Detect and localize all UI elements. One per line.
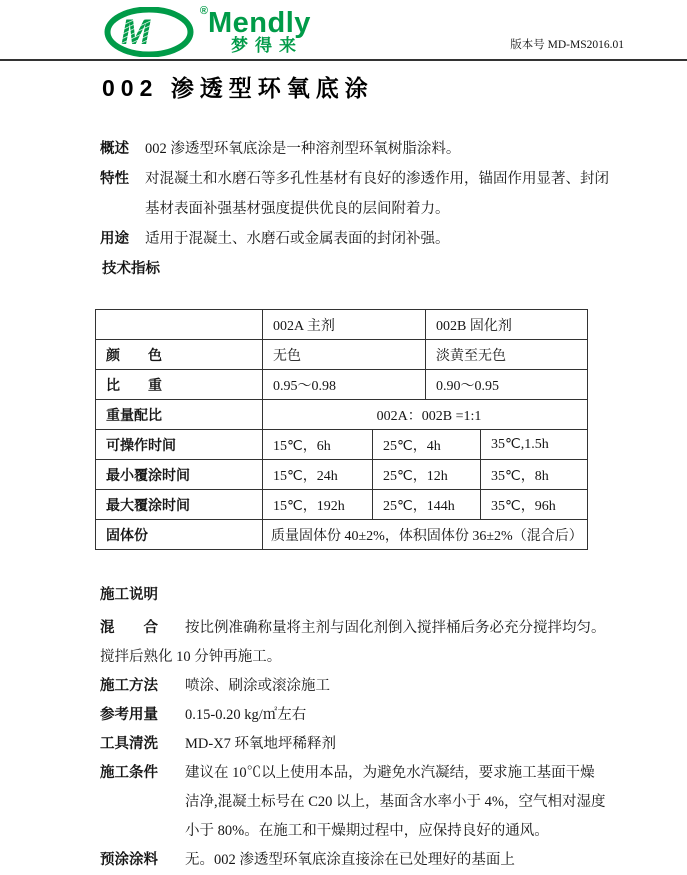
- coverage-label: 参考用量: [100, 707, 158, 723]
- table-row-color: [96, 340, 588, 370]
- construction-heading: 施工说明: [100, 587, 158, 603]
- overview-paragraph: [100, 134, 627, 164]
- usage-paragraph: [100, 224, 627, 254]
- table-cell: 0.95～0.98: [263, 370, 426, 400]
- table-cell: 颜 色: [96, 340, 263, 370]
- version-number: 版本号 MD-MS2016.01: [510, 39, 624, 51]
- table-cell: 35℃，8h: [481, 460, 588, 490]
- precoat-text: 无。002 渗透型环氧底涂直接涂在已处理好的基面上: [185, 852, 515, 868]
- coverage-text: 0.15-0.20 kg/㎡左右: [185, 707, 307, 723]
- brand-name: Mendly: [208, 7, 311, 39]
- features-text: 对混凝土和水磨石等多孔性基材有良好的渗透作用，锚固作用显著、封闭 基材表面补强基材强度提供优良的层间附着力。: [145, 171, 609, 217]
- conditions-text: 建议在 10℃以上使用本品，为避免水汽凝结，要求施工基面干燥 洁净,混凝土标号在 C20 以上，基面含水率小于 4%，空气相对湿度 小于 80%。在施工和干燥期过程中，应保持良好的通风。: [185, 765, 606, 839]
- coverage-paragraph: [100, 701, 627, 730]
- tool-cleaning-paragraph: [100, 730, 627, 759]
- mixing-label: 混 合: [100, 620, 158, 636]
- table-row-max-recoat: [96, 490, 588, 520]
- registered-trademark-icon: ®: [199, 5, 208, 17]
- table-cell: 最小覆涂时间: [96, 460, 263, 490]
- table-cell: 淡黄至无色: [426, 340, 588, 370]
- tech-spec-heading: 技术指标: [102, 261, 160, 277]
- table-cell: 002A 主剂: [263, 310, 426, 340]
- construction-section: [100, 581, 627, 875]
- table-row-pot-life: [96, 430, 588, 460]
- page-header: [0, 0, 687, 61]
- conditions-paragraph: [100, 759, 627, 846]
- page-title: 002 渗透型环氧底涂: [102, 75, 374, 101]
- overview-label: 概述: [100, 141, 129, 157]
- mixing-paragraph: [100, 614, 627, 643]
- usage-label: 用途: [100, 231, 129, 247]
- table-cell: [96, 310, 263, 340]
- precoat-paragraph: [100, 846, 627, 875]
- mixing-text-line1: 按比例准确称量将主剂与固化剂倒入搅拌桶后务必充分搅拌均匀。: [185, 620, 606, 636]
- usage-text: 适用于混凝土、水磨石或金属表面的封闭补强。: [145, 231, 450, 247]
- overview-text: 002 渗透型环氧底涂是一种溶剂型环氧树脂涂料。: [145, 141, 461, 157]
- table-cell: 固体份: [96, 520, 263, 550]
- svg-text:M: M: [121, 13, 151, 52]
- brand-name-chinese: 梦得来: [231, 36, 303, 55]
- table-cell: 0.90～0.95: [426, 370, 588, 400]
- table-cell: 可操作时间: [96, 430, 263, 460]
- table-cell: 15℃，24h: [263, 460, 373, 490]
- precoat-label: 预涂涂料: [100, 852, 158, 868]
- table-row-mix-ratio: [96, 400, 588, 430]
- brand-wordmark: [208, 7, 311, 55]
- table-row-header: [96, 310, 588, 340]
- table-row-solids: [96, 520, 588, 550]
- brand-logo: [104, 7, 311, 57]
- table-cell: 最大覆涂时间: [96, 490, 263, 520]
- table-cell: 比 重: [96, 370, 263, 400]
- table-cell: 25℃，144h: [373, 490, 481, 520]
- table-cell: 25℃，12h: [373, 460, 481, 490]
- table-cell: 25℃，4h: [373, 430, 481, 460]
- table-cell: 质量固体份 40±2%，体积固体份 36±2%（混合后）: [263, 520, 588, 550]
- table-cell: 35℃，96h: [481, 490, 588, 520]
- features-label: 特性: [100, 171, 129, 187]
- intro-section: [100, 134, 627, 284]
- table-cell: 重量配比: [96, 400, 263, 430]
- spec-table: [95, 309, 588, 550]
- features-paragraph: [100, 164, 627, 224]
- mendly-logo-icon: [104, 5, 208, 57]
- method-paragraph: [100, 672, 627, 701]
- table-cell: 002A：002B =1:1: [263, 400, 588, 430]
- tool-cleaning-label: 工具清洗: [100, 736, 158, 752]
- table-cell: 无色: [263, 340, 426, 370]
- method-text: 喷涂、刷涂或滚涂施工: [185, 678, 330, 694]
- table-cell: 002B 固化剂: [426, 310, 588, 340]
- table-cell: 35℃,1.5h: [481, 430, 588, 460]
- conditions-label: 施工条件: [100, 765, 158, 781]
- mixing-text-line2: 搅拌后熟化 10 分钟再施工。: [100, 649, 282, 665]
- table-cell: 15℃，192h: [263, 490, 373, 520]
- tool-cleaning-text: MD-X7 环氧地坪稀释剂: [185, 736, 337, 752]
- table-row-min-recoat: [96, 460, 588, 490]
- table-row-gravity: [96, 370, 588, 400]
- method-label: 施工方法: [100, 678, 158, 694]
- document-body: [0, 70, 687, 875]
- table-cell: 15℃，6h: [263, 430, 373, 460]
